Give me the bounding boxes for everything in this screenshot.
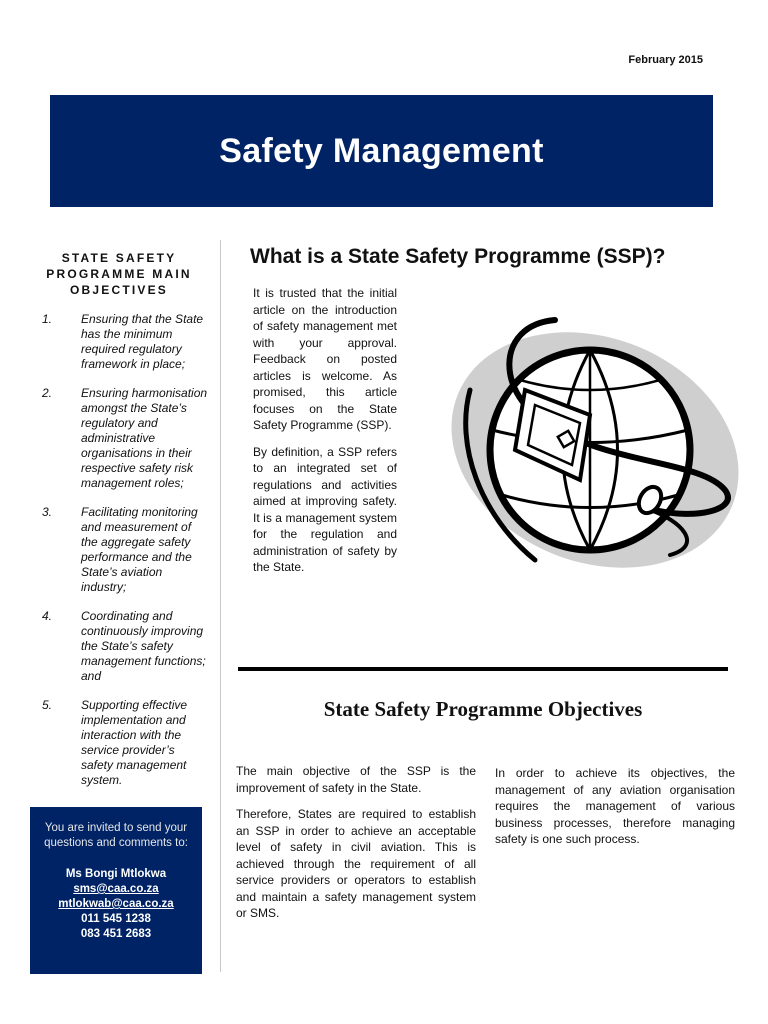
objectives-left-column — [236, 763, 476, 932]
list-item — [30, 312, 208, 372]
issue-date: February 2015 — [628, 54, 703, 66]
list-item-number: 1. — [42, 312, 53, 326]
page-title: Safety Management — [219, 131, 544, 170]
sidebar-title — [30, 250, 208, 298]
ssp-heading: What is a State Safety Programme (SSP)? — [250, 245, 666, 268]
objectives-paragraph: In order to achieve its objectives, the management of any aviation organisation requires the management of various business processes, therefore managing safety is one such process. — [495, 766, 735, 846]
column-divider — [220, 240, 221, 972]
contact-phone: 083 451 2683 — [80, 928, 152, 940]
contact-intro: You are invited to send your questions and comments to: — [44, 822, 188, 849]
sidebar-title-line: PROGRAMME MAIN — [46, 267, 192, 281]
list-item-number: 3. — [42, 505, 53, 519]
objectives-paragraph: The main objective of the SSP is the improvement of safety in the State. — [236, 764, 476, 795]
section-divider — [238, 667, 728, 671]
sidebar — [30, 250, 208, 802]
list-item-text: Coordinating and continuously improving the State’s safety management functions; and — [81, 609, 206, 683]
contact-phone: 011 545 1238 — [81, 913, 151, 925]
globe-clipart-icon — [440, 305, 740, 585]
sidebar-title-line: STATE SAFETY — [61, 251, 177, 265]
objectives-heading: State Safety Programme Objectives — [323, 697, 643, 721]
objectives-paragraph: Therefore, States are required to establish an SSP in order to achieve an acceptable level of safety in civil aviation. This is achieved through the requirement of all service providers or operators to establish and maintain a safety management system or SMS. — [236, 807, 476, 920]
contact-name: Ms Bongi Mtlokwa — [65, 868, 167, 880]
list-item-number: 2. — [42, 386, 53, 400]
email-link-personal[interactable]: mtlokwab@caa.co.za — [58, 898, 174, 910]
list-item-number: 4. — [42, 609, 53, 623]
objectives-right-column — [495, 765, 735, 848]
list-item-number: 5. — [42, 698, 53, 712]
list-item-text: Ensuring that the State has the minimum required regulatory framework in place; — [81, 312, 204, 371]
list-item — [30, 609, 208, 684]
objectives-list — [30, 312, 208, 788]
intro-column — [253, 285, 397, 586]
sidebar-title-line: OBJECTIVES — [69, 283, 169, 297]
intro-paragraph: It is trusted that the initial article on the introduction of safety management met with your approval. Feedback on posted articles is welcome. As promised, this article focuses on the State Safety Programme (SSP). — [253, 286, 397, 432]
list-item — [30, 386, 208, 491]
email-link-sms[interactable]: sms@caa.co.za — [73, 883, 159, 895]
contact-box — [30, 807, 202, 974]
title-banner — [50, 95, 713, 207]
list-item — [30, 698, 208, 788]
definition-paragraph: By definition, a SSP refers to an integrated set of regulations and activities aimed at improving safety. It is a management system for the regulation and administration of safety by the State. — [253, 444, 397, 574]
list-item — [30, 505, 208, 595]
list-item-text: Ensuring harmonisation amongst the State’s regulatory and administrative organisations in their respective safety risk management roles; — [81, 386, 208, 490]
list-item-text: Supporting effective implementation and interaction with the service provider’s safety management system. — [81, 698, 188, 787]
list-item-text: Facilitating monitoring and measurement of the aggregate safety performance and the State’s aviation industry; — [81, 505, 198, 594]
